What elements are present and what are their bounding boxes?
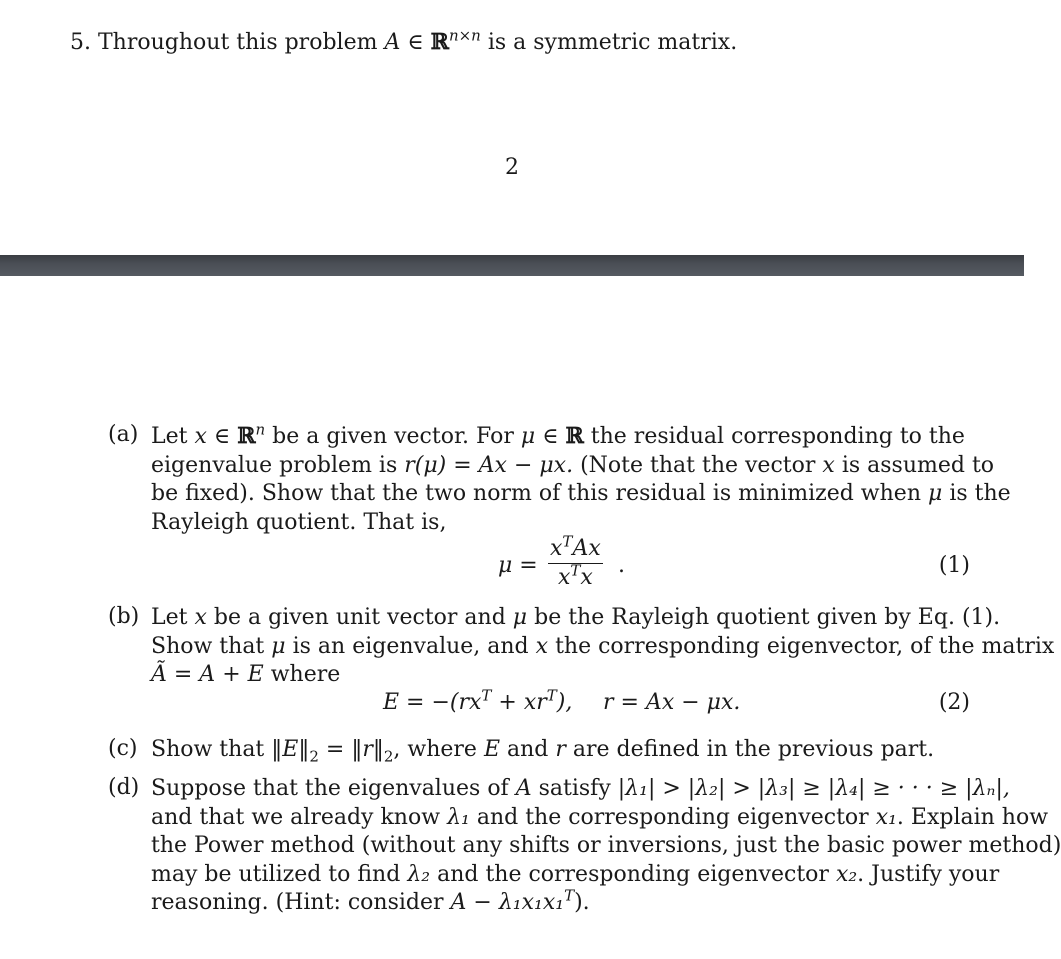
part-d-label: (d) bbox=[108, 775, 140, 800]
part-b-label: (b) bbox=[108, 604, 140, 629]
rayleigh-fraction: $x^TAx$ $x^Tx$ bbox=[550, 532, 601, 590]
part-d: (d) Suppose that the eigenvalues of A satisfy |λ₁| > |λ₂| > |λ₃| ≥ |λ₄| ≥ · · · ≥ |λₙ|, and that we already know λ₁ and the corresponding eigenvector x₁. Explain how the Power method (without any shifts or inversions, just the basic power method) may be utilized to find λ₂ and the corresponding eigenvector x₂. Justify your reasoning. (Hint: consider A − λ₁x₁x₁$^T$). bbox=[108, 775, 1061, 916]
page-top-section bbox=[0, 0, 1024, 255]
page-number: 2 bbox=[505, 155, 519, 180]
equation-tag-1: (1) bbox=[938, 553, 970, 578]
problem-header: 5. Throughout this problem A ∈ ℝ$^{n\times n}$ is a symmetric matrix. bbox=[70, 26, 738, 55]
part-c-label: (c) bbox=[108, 736, 138, 761]
equation-2: $E = -(rx^T + xr^T)$, r = Ax − μx. (2) bbox=[383, 686, 970, 715]
problem-number: 5. bbox=[70, 30, 91, 55]
page-divider bbox=[0, 255, 1024, 276]
equation-1: μ = $x^TAx$ $x^Tx$ . (1) bbox=[498, 532, 970, 590]
part-b: (b) Let x be a given unit vector and μ be the Rayleigh quotient given by Eq. (1). Show that μ is an eigenvalue, and x the corresponding eigenvector, of the matrix Ã = A + E where bbox=[108, 604, 1055, 688]
part-a-label: (a) bbox=[108, 422, 139, 447]
part-c: (c) Show that $‖E‖_2$ = $‖r‖_2$, where E and r are defined in the previous part. bbox=[108, 736, 935, 766]
part-a: (a) Let x ∈ ℝ$^n$ be a given vector. For μ ∈ ℝ the residual corresponding to the eigenvalue problem is r(μ) = Ax − μx. (Note that the vector x is assumed to be fixed). Show that the two norm of this residual is minimized when μ is the Rayleigh quotient. That is, bbox=[108, 420, 1011, 535]
equation-tag-2: (2) bbox=[938, 690, 970, 715]
problem-intro: Throughout this problem bbox=[98, 30, 378, 55]
